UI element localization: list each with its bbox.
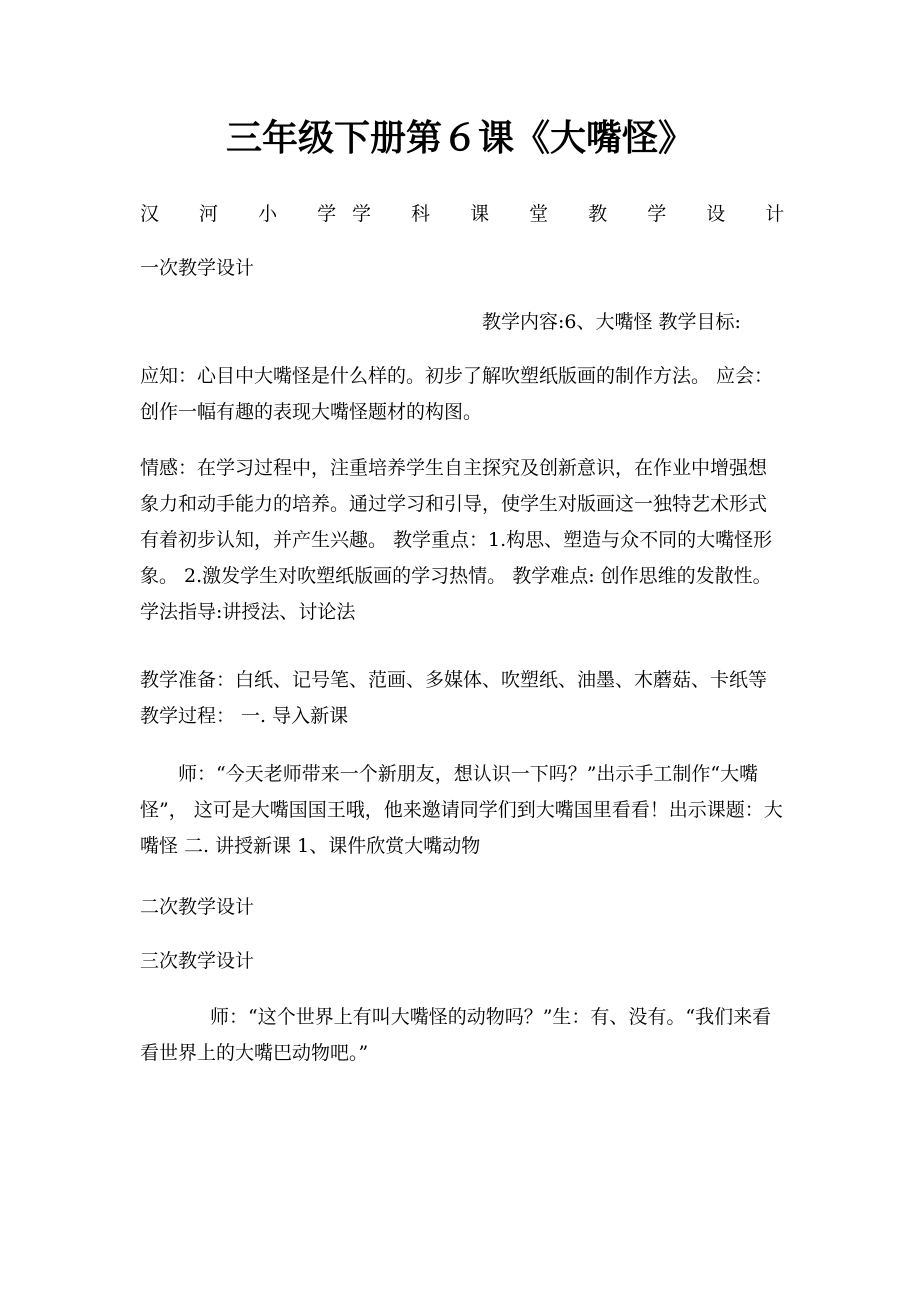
third-design-label: 三次教学设计: [140, 950, 255, 972]
school-name: 汉 河 小 学: [140, 203, 354, 225]
document-title: 三年级下册第６课《大嘴怪》: [225, 117, 694, 159]
content-and-goal: 教学内容:6、大嘴怪 教学目标:: [482, 311, 741, 333]
preparation-paragraph: 教学准备：白纸、记号笔、范画、多媒体、吹塑纸、油墨、木蘑菇、卡纸等 教学过程： 一. 导入新课: [140, 669, 768, 727]
first-design-label: 一次教学设计: [140, 257, 255, 279]
emotion-and-focus-paragraph: 情感：在学习过程中，注重培养学生自主探究及创新意识，在作业中增强想象力和动手能力的培养。通过学习和引导，使学生对版画这一独特艺术形式有着初步认知，并产生兴趣。 教学重点：1.构思、塑造与众不同的大嘴怪形象。 2.激发学生对吹塑纸版画的学习热情。 教学难点: 创作思维的发散性。 学法指导:讲授法、讨论法: [140, 457, 773, 623]
intro-dialogue-paragraph: 师：“今天老师带来一个新朋友，想认识一下吗？”出示手工制作“大嘴怪”， 这可是大嘴国国王哦，他来邀请同学们到大嘴国里看看！出示课题：大嘴怪 二. 讲授新课 1、课件欣赏大嘴动物: [140, 763, 783, 857]
world-dialogue-paragraph: 师：“这个世界上有叫大嘴怪的动物吗？”生：有、没有。“我们来看看世界上的大嘴巴动物吧。”: [140, 1006, 772, 1064]
know-and-can-paragraph: 应知：心目中大嘴怪是什么样的。初步了解吹塑纸版画的制作方法。 应会：创作一幅有趣的表现大嘴怪题材的构图。: [140, 365, 774, 423]
second-design-label: 二次教学设计: [140, 896, 255, 918]
subject-heading: 学 科 课 堂 教 学 设 计: [352, 203, 802, 225]
